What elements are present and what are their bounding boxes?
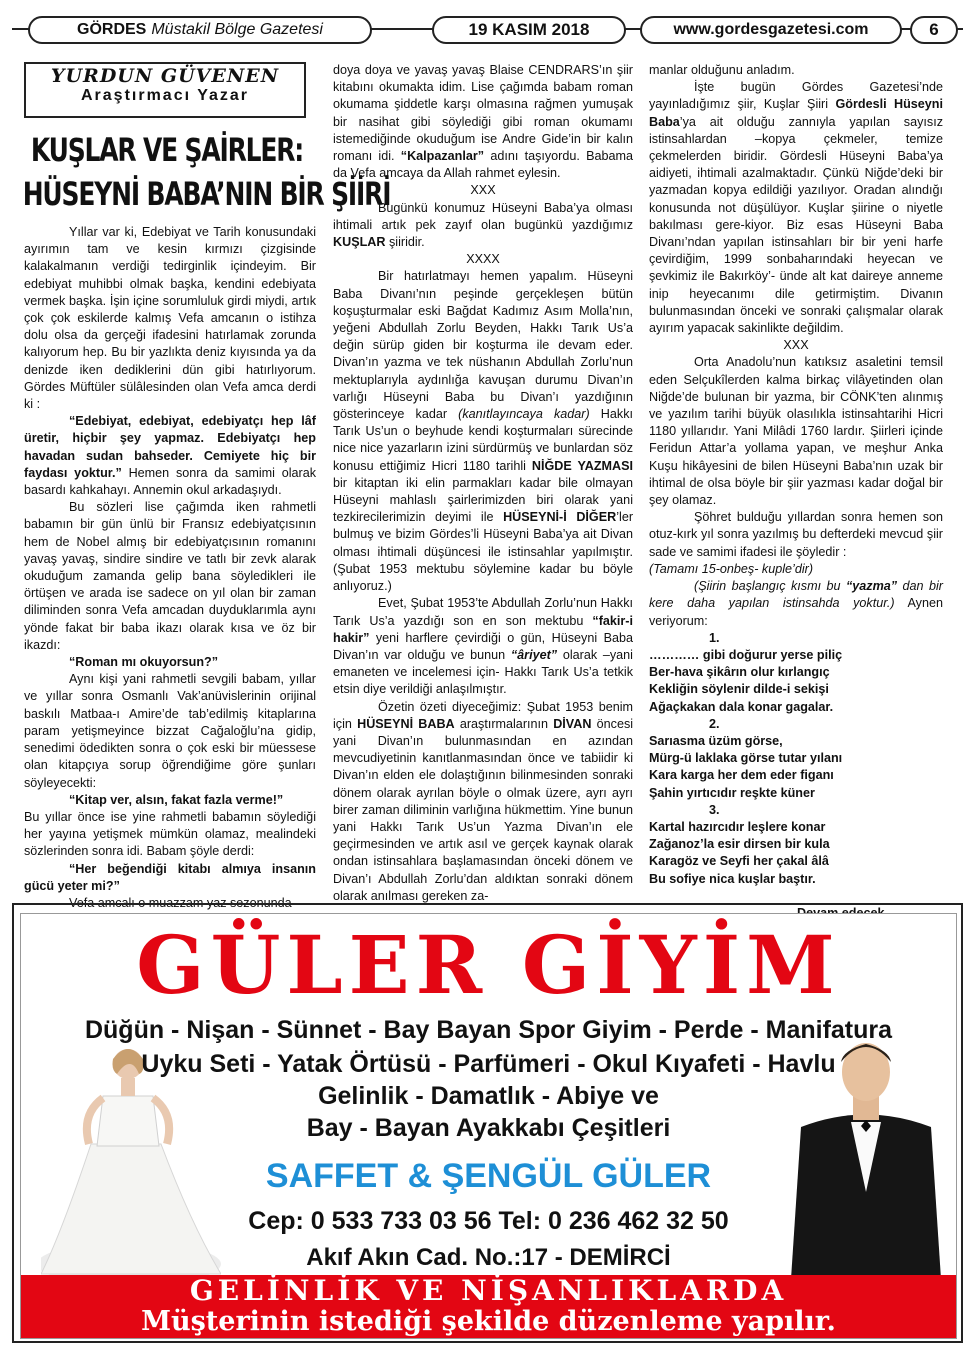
ad-band-title: GELİNLİK VE NİŞANLIKLARDA [189,1274,788,1307]
paragraph: Şöhret bulduğu yıllardan sonra hemen son otuz-kırk yıl sonra yazılmış bu defterdeki mevcud şiir sade ve samimi ifadesi ile şöyledir : [649,510,943,559]
ad-address: Akıf Akın Cad. No.:17 - DEMİRCİ [306,1244,671,1271]
page-number: 6 [910,16,958,44]
quote: “Her beğendiği kitabı almıya insanın gücü yeter mi?” [24,861,316,893]
paper-subtitle: Müstakil Bölge Gazetesi [151,21,323,38]
poem-line: Sarıasma üzüm görse, [649,733,783,748]
note: (Şiirin başlangıç kısmı bu “yazma” dan bir kere daha yapılan istinsahda yoktur.) Aynen veriyorum: [649,579,944,628]
paragraph [24,654,316,671]
ad-services-line-1: Düğün - Nişan - Sünnet - Bay Bayan Spor Giyim - Perde - Manifatura [84,1016,893,1044]
poem-line: Kara karga her dem eder figanı [649,768,834,783]
paragraph [24,861,316,895]
headline-line-1: KUŞLAR VE ŞAİRLER: [30,131,304,169]
ad-phones: Cep: 0 533 733 03 56 Tel: 0 236 462 32 50 [248,1207,729,1235]
paragraph: Yıllar var ki, Edebiyat ve Tarih konusundaki ayırımın tam ve kesin kırmızı çizgisinde kalakalmanın verdiği tedirginlik içindeyim. Bir edebiyat muhibbi olmak başka, kendini edebiyata vermek başka. İşin içine sorumluluk girdi miydi, artık çok çok eskilerde kalmış Vefa amcanın o istihza dolu olsa da gerçeği ifadesini hatırlamak zorunda kalıyorum hep. Bu bir yazlıkta deniz kıyısında ya da denizde iken dediklerini dün gibi hatırlıyorum. Gördes Müftüler sülâlesinden olan Vefa amca derdi ki : [24,225,316,412]
paragraph: Bu sözleri lise çağımda iken rahmetli babamın bir gün ünlü bir Fransız edebiyatçısının hem de Nobel almış bir edebiyatçısının romanını yavaş yavaş, sindire sindire ve tatlı bir zevk alarak okuduğum zamanda gelip bana söyledikleri ile örtüşen ve arada ise sadece on yıl olan bir zaman diliminden sonra Vefa amcadan duyduklarımla aynı yönde fakat bir baba ikazı olarak kısa ve öz bir ikazdı: [24,500,316,652]
poem-line: Bu sofiye nica kuşlar baştır. [649,871,816,886]
paragraph: Orta Anadolu’nun katıksız asaletini temsil eden Selçukîlerden kalma birkaç vilâyetinden olan Niğde’de bulunan bir yazma, bir CÖNK’ten alınmış ve yazılım tarihi büyük olasılıkla istinsahtarihi Hicri 1180 yıllarıdır. Yani Milâdi 1760 lardır. Şiirleri içinde Feridun Attar’a yollama yapan, ve meşhur Anka Kuşu hikâyesini de bilen Hüseyni Baba’nın uzak bir ihtimal de olsa böyle bir şiir yazması kadar doğal bir şey olamaz. [649,355,943,508]
ad-services-line-4: Bay - Bayan Ayakkabı Çeşitleri [306,1114,671,1142]
poem-line: Zağanoz’la esir dirsen bir kula [649,837,830,852]
headline [22,128,391,216]
ad-services-line-3: Gelinlik - Damatlık - Abiye ve [318,1082,659,1110]
paragraph: Vefa amcalı o muazzam yaz sezonunda [69,895,292,910]
paragraph: “Edebiyat, edebiyat, edebiyatçı hep lâf üretir, hiçbir şey yapmaz. Edebiyatçı hep havadan sudan bahseder. Cemiyete hiç bir faydası yoktur.” Hemen sonra da samimi olarak basardı kahkahayı. Annemin okul arkadaşıydı. [24,414,316,498]
ad-band-subtitle: Müşterinin istediği şekilde düzenleme yapılır. [141,1306,836,1337]
advertisement [12,903,963,1343]
poem-line: Kartal hazırcıdır leşlere konar [649,819,826,834]
paragraph: Evet, Şubat 1953’te Abdullah Zorlu’nun Hakkı Tarık Us’a yazdığı son en son mektubu “fakir-i hakir” yeni harflere çevirdiği o gün, Hüseyni Baba Divan’ın var olduğu ve bunun “âriyet” olarak –yani emaneten ve incelemesi için- Hakkı Tarık Us’a tetkik etsin diye verildiği anlaşılmıştır. [333,596,633,697]
poem-line: Şahin yırtıcıdır reşkte küner [649,785,815,800]
author-role: Araştırmacı Yazar [80,87,249,105]
headline-line-2: HÜSEYNİ BABA’NIN BİR ŞİİRİ [22,175,391,213]
paragraph: manlar olduğunu anladım. [649,63,795,77]
paper-name: GÖRDES [77,21,147,38]
poem-line: Ağaçkakan dala konar gagalar. [649,699,834,714]
website-url[interactable]: www.gordesgazetesi.com [640,16,902,44]
paragraph: doya doya ve yavaş yavaş Blaise CENDRARS’ın şiir kitabını okumakta idim. Lise çağımda babam roman okumama şiddetle karşı olmasına rağmen yumuşak bir nasihat gibi söylediği gibi roman okumamı istemediğinde okuduğum ise Andre Gide’in bir kalın romanı idi. “Kalpazanlar” adını taşıyordu. Babama da Vefa amcaya da Allah rahmet eylesin. [333,63,634,181]
quote: “Kitap ver, alsın, fakat fazla verme!” [69,792,284,807]
section-separator: XXX [783,338,809,353]
author-box [24,62,306,118]
ad-owners: SAFFET & ŞENGÜL GÜLER [265,1157,712,1195]
quote: “Roman mı okuyorsun?” [69,655,219,670]
article-column-2 [333,62,633,905]
ad-title: GÜLER GİYİM [136,918,841,1012]
paragraph [24,792,316,809]
paragraph: Bu yıllar önce ise yine rahmetli babamın söylediği her yayına yetişmek mümkün olamaz, mealindeki sözlerinden sonra idi. Babam şöyle derdi: [24,809,316,859]
poem-line: Kekliğin söylenir dilde-i sekişi [649,682,829,697]
ad-bottom-band [21,1275,956,1339]
masthead-pill [28,16,372,44]
paragraph: Bir hatırlatmayı hemen yapalım. Hüseyni Baba Divanı’nın peşinde gerçekleşen bütün koşuşturmalar eski Bağdat Kadımız Asım Molla’nın, yeğeni Abdullah Zorlu Beyden, Hakkı Tarık Us’a değin sürüp giden bir koşturma ile devam eder. Divan’ın yazma ve tek nüshanın Abdullah Zorlu’nun mektuplarıyla aydınlığa kavuşan durumu Divan’ın varlığı Hüseyni Baba bu Divan’ı yazdığının gösterinceye kadar (kanıtlayıncaya kadar) Hakkı Tarık Us’un o beyhude kendi koşturmaları sürecinde nice nice yazarların izini sürdürmüş ve bunlardan söz konusu ettiğimiz Hicri 1180 tarihli NİĞDE YAZMASI bir kitaptan iki elin parmakları kadar bile olmayan Hüseyni mahlaslı şairlerimizden biri olarak yani tezkirecilerimizin deyimi ile HÜSEYNİ-İ DİĞER’ler bulmuş ve bizim Gördes’li Hüseyni Baba’ya ait Divan olması ihtimali düşüncesi ile istinsahlar yapılmıştır. (Şubat 1953 mektubu söylemine kadar bu böyle anlıyoruz.) [333,269,634,594]
poem-line: Mürg-ü laklaka görse tutar yılanı [649,751,843,766]
ad-panel [20,913,957,1339]
author-name: YURDUN GÜVENEN [50,65,280,87]
section-separator: XXXX [466,252,500,267]
ad-services-line-2: Uyku Seti - Yatak Örtüsü - Parfümeri - Okul Kıyafeti - Havlu [141,1050,836,1078]
poem-line: ………… gibi doğurur yerse piliç [649,647,843,662]
article-column-1 [22,62,391,912]
quote: “Edebiyat, edebiyat, edebiyatçı hep lâf üretir, hiçbir şey yapmaz. Edebiyatçı hep havadan sudan bahseder. Cemiyete hiç bir faydası yoktur.” [24,414,316,480]
note: (Tamamı 15-onbeş- kuple’dir) [649,561,814,576]
poem [649,630,943,922]
paragraph: Özetin özeti diyeceğimiz: Şubat 1953 benim için HÜSEYNİ BABA araştırmalarının DİVAN öncesi yani Divan’ın bulunmasından en azından mevcudiyetinin kanıtlanmasından önce ve tabiidir ki Divan’ın elden ele dolaştığının bilinmesinden sonraki dönem olarak ayrılan böyle o olmak üzere, ayrı ayrı birer zaman diliminin varlığına hükmettim. Yine bunun yani Hakkı Tarık Us’un Yazma Divan’ın ele geçirmesinden ve artık asıl ve gerçek kaynak olarak ondan istinsahlara başlamasından önceki dönem ve Divan’ı Abdullah Zorlu’dan aldıktan sonraki dönem olarak anılması gereken za- [333,699,634,903]
issue-date: 19 KASIM 2018 [432,16,626,44]
paragraph: Aynı kişi yani rahmetli sevgili babam, yıllar ve yıllar sonra Osmanlı Vak’anüvislerinin orijinal baskılı Matbaa-ı Amire’de tab’edilmiş kitaplarına param yetişmeyince bizzat Cağaloğlu’na gidip, senedimi ödedikten sonra o çok eski bir müessese olan kitapçıya sorup öğrendiğime göre şunları söyleyecekti: [24,672,316,790]
stanza-number: 2. [709,716,720,731]
article-column-3 [649,62,943,922]
poem-line: Karagöz ve Seyfi her çakal âlâ [649,854,829,869]
paragraph: İşte bugün Gördes Gazetesi’nde yayınladığımız şiir, Kuşlar Şiiri Gördesli Hüseyni Baba’ya ait olduğu zannıyla yapılan sayısız istinsahlardan –kopya çekmeler, temize çekmelerden biridir. Gördesli Hüseyni Baba’ya aidiyeti, ihtimali azalmaktadır. Çünkü Niğde’deki bir yazmadan kopya edildiği yazılıyor. Oradan alındığı konusunda not düşülüyor. Kuşlar şiirine o niyetle bakılması gere-kiyor. Biz esas Hüseyni Baba Divanı’ndan yapılan istinsahları bir bir yeni harfe çevirdiğim, 1999 sonbaharındaki heyecan ve şevkimiz ile Bakırköy’- ünde alt kat daireye anneme inip heyecanımı dile getirmiştim. Divanın bulunmasından önceki ve sonraki çalışmalar olarak ayırım yapacak sakinlikte değildim. [649,80,943,336]
stanza-number: 3. [709,802,720,817]
section-separator: XXX [470,183,496,198]
poem-line: Ber-hava şikârın olur kırlangıç [649,665,830,680]
page-header [12,10,963,46]
stanza-number: 1. [709,630,720,645]
paragraph: Bugünkü konumuz Hüseyni Baba’ya olması ihtimali artık pek zayıf olan bugünkü yazdığımız KUŞLAR şiiridir. [333,200,633,250]
